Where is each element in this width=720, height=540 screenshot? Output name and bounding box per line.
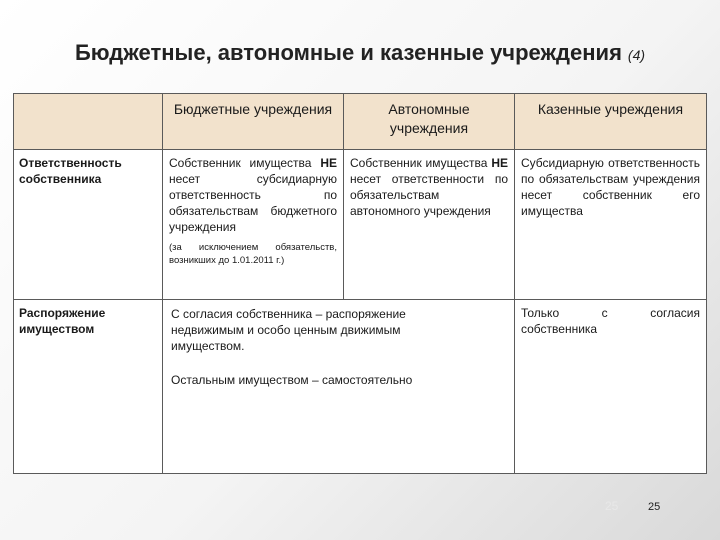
budget-text-prefix: Собственник имущества bbox=[169, 156, 321, 170]
autonomous-text-prefix: Собственник имущества bbox=[350, 156, 492, 170]
header-autonomous: Автономные учреждения bbox=[344, 94, 515, 150]
cell-budget-responsibility bbox=[163, 150, 344, 300]
title-text: Бюджетные, автономные и казенные учреждения bbox=[74, 40, 622, 65]
budget-text-bold: НЕ bbox=[320, 156, 337, 170]
page-number-watermark: 25 bbox=[605, 499, 619, 513]
header-state: Казенные учреждения bbox=[515, 94, 707, 150]
row-label-responsibility: Ответственность собственника bbox=[14, 150, 163, 300]
autonomous-text-suffix: несет ответственности по обязательствам автономного учреждения bbox=[350, 172, 508, 218]
merged-disposal-text bbox=[163, 300, 514, 412]
comparison-table bbox=[13, 93, 707, 474]
cell-budget-text bbox=[163, 150, 343, 271]
cell-autonomous-responsibility bbox=[344, 150, 515, 300]
header-corner bbox=[14, 94, 163, 150]
cell-autonomous-text bbox=[344, 150, 514, 223]
row-label-disposal: Распоряжение имуществом bbox=[14, 300, 163, 474]
table-row bbox=[14, 150, 707, 300]
budget-footnote: (за исключением обязательств, возникших до 1.01.2011 г.) bbox=[169, 242, 337, 266]
title-note: (4) bbox=[627, 47, 646, 63]
state-responsibility-text: Субсидиарную ответственность по обязательствам учреждения несет собственник его имущества bbox=[521, 156, 700, 218]
table-row bbox=[14, 300, 707, 474]
cell-state-disposal bbox=[515, 300, 707, 474]
disposal-line-1: С согласия собственника – распоряжение недвижимым и особо ценным движимым имуществом. bbox=[171, 307, 406, 353]
budget-text-suffix: несет субсидиарную ответственность по обязательствам бюджетного учреждения bbox=[169, 172, 337, 234]
state-disposal-text: Только с согласия собственника bbox=[521, 306, 700, 336]
autonomous-text-bold: НЕ bbox=[491, 156, 508, 170]
cell-budget-autonomous-disposal bbox=[163, 300, 515, 474]
disposal-line-2: Остальным имуществом – самостоятельно bbox=[171, 373, 413, 387]
header-budget: Бюджетные учреждения bbox=[163, 94, 344, 150]
cell-state-responsibility bbox=[515, 150, 707, 300]
slide-title bbox=[0, 40, 720, 66]
page-number: 25 bbox=[648, 501, 661, 513]
table-header-row bbox=[14, 94, 707, 150]
